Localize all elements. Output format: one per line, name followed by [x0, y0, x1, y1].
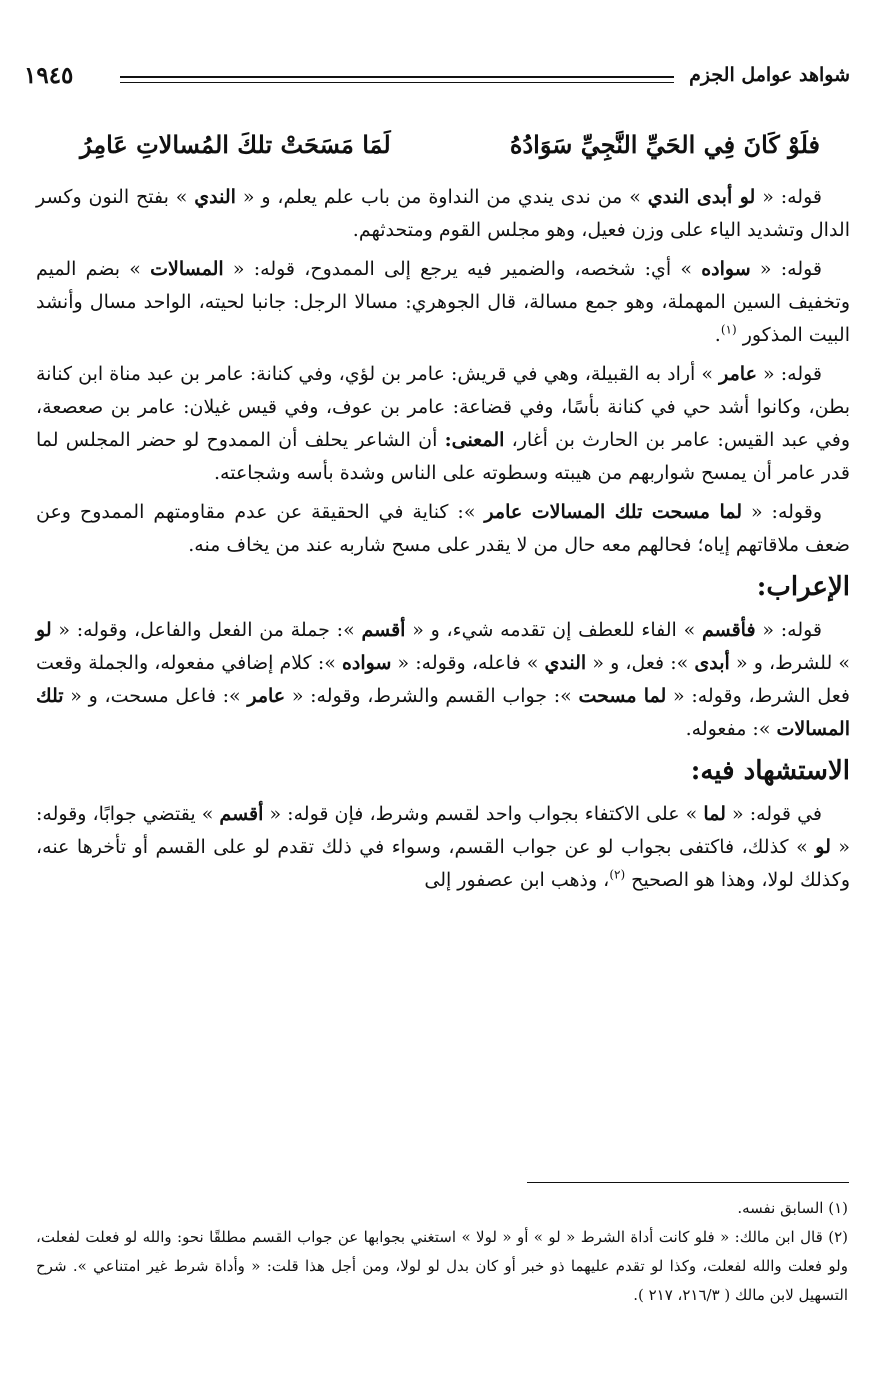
paragraph-kinaya: وقوله: « لما مسحت تلك المسالات عامر »: كناية في الحقيقة عن عدم مقاومتهم الممدوح وعن ضعف ملاقاتهم إياه؛ فحالهم معه حال من لا يقدر على مسح شاربه عند من يخاف منه. [36, 501, 850, 556]
header-rule [120, 76, 674, 78]
footnote-ref-1: (١) [720, 322, 737, 337]
verse-second-hemistich: لَمَا مَسَحَتْ تلكَ المُسالاتِ عَامِرُ [80, 130, 391, 159]
page-header [24, 62, 850, 102]
running-title: شواهد عوامل الجزم [689, 64, 850, 86]
poetry-verse [80, 130, 820, 176]
footnote-1: (١) السابق نفسه. [737, 1199, 848, 1217]
verse-first-hemistich: فلَوْ كَانَ فِي الحَيِّ النَّجِيِّ سَوَادُهُ [509, 130, 820, 159]
footnote-ref-2: (٢) [609, 867, 626, 882]
footnote-2: (٢) قال ابن مالك: « فلو كانت أداة الشرط « لو » أو « لولا » استغني بجوابها عن جواب القسم مطلقًا نحو: والله لو فعلت لفعلت، ولو فعلت والله لفعلت، وكذا لو تقدم عليهما ذو خبر أو كان بدل لو لولا، ومن أجل هذا قلت: « وأداة شرط غير امتناعي ». شرح التسهيل لابن مالك ( ٢١٦/٣، ٢١٧ ). [36, 1228, 848, 1304]
page-number: ١٩٤٥ [24, 62, 74, 89]
footnote-separator [527, 1182, 849, 1183]
body-text [36, 181, 850, 903]
heading-irab: الإعراب: [756, 572, 850, 602]
paragraph-nadi: قوله: « لو أبدى الندي » من ندى يندي من النداوة من باب علم يعلم، و « الندي » بفتح النون وكسر الدال وتشديد الياء على وزن فعيل، وهو مجلس القوم ومتحدثهم. [36, 186, 850, 241]
header-rule-thin [120, 82, 674, 83]
paragraph-istishhad: في قوله: « لما » على الاكتفاء بجواب واحد لقسم وشرط، فإن قوله: « أقسم » يقتضي جوابًا، وقوله: « لو » كذلك، فاكتفى بجواب لو عن جواب القسم، وسواء في ذلك تقدم لو على القسم أو تأخرها عنه، وكذلك لولا، وهذا هو الصحيح $^{(٢)}$، وذهب ابن عصفور إلى [36, 803, 850, 891]
paragraph-irab: قوله: « فأقسم » الفاء للعطف إن تقدمه شيء، و « أقسم »: جملة من الفعل والفاعل، وقوله: « لو » للشرط، و « أبدى »: فعل، و « الندي » فاعله، وقوله: « سواده »: كلام إضافي مفعوله، والجملة وقعت فعل الشرط، وقوله: « لما مسحت »: جواب القسم والشرط، وقوله: « عامر »: فاعل مسحت، و « تلك المسالات »: مفعوله. [36, 619, 851, 740]
paragraph-sawad: قوله: « سواده » أي: شخصه، والضمير فيه يرجع إلى الممدوح، قوله: « المسالات » بضم الميم وتخفيف السين المهملة، وهو جمع مسالة، قال الجوهري: مسالا الرجل: جانبا لحيته، الواحد مسال وأنشد البيت المذكور $^{(١)}$. [36, 258, 850, 346]
paragraph-amir: قوله: « عامر » أراد به القبيلة، وهي في قريش: عامر بن لؤي، وفي كنانة: عامر بن عبد مناة ابن كنانة بطن، وكانوا أشد حي في كنانة بأسًا، وفي قضاعة: عامر بن عوف، وفي قيس غيلان: عامر بن صعصعة، وفي عبد القيس: عامر بن الحارث بن أغار، المعنى: أن الشاعر يحلف أن الممدوح لو حضر المجلس لما قدر عامر أن يمسح شواربهم من هيبته وسطوته على الناس وشدة بأسه وشجاعته. [36, 363, 850, 484]
footnotes [36, 1194, 848, 1310]
heading-istishhad: الاستشهاد فيه: [690, 756, 850, 786]
